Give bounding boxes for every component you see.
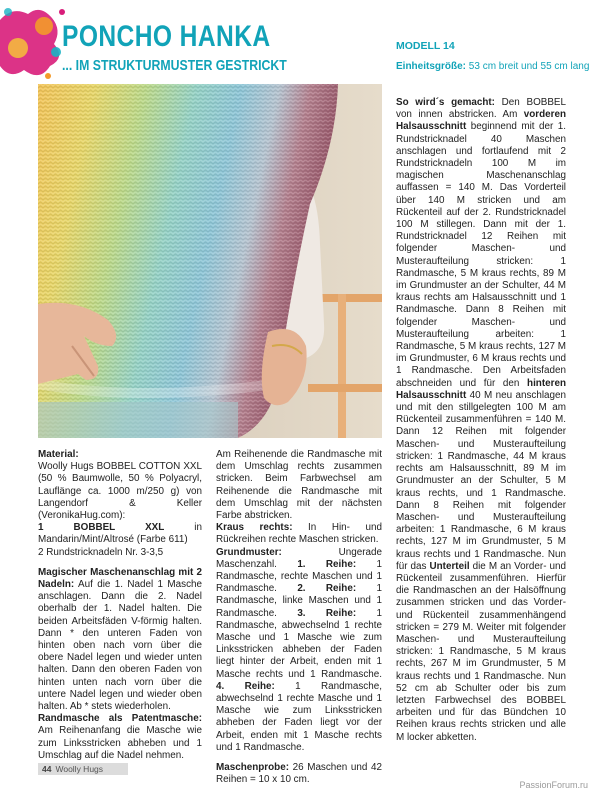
model-label: MODELL 14 — [396, 40, 455, 52]
basic-pattern-label: Grundmuster: — [216, 546, 282, 558]
instructions-text-4: die M an Vorder- und Rückenteil zusammenführen. Hierfür die Randmaschen an der Halsöffnung zusammen stricken und das Vorder- und Rückenteil zusammenhängend stricken = 279 M. Weiter mit folgender Maschen- und Musteraufteilung stricken: 1 Randmasche, 5 M kraus rechts, 267 M im Grundmuster, 5 M kraus rechts und 1 Randmasche. Nun 52 cm ab Schulter oder bis zum letzten Farbwechsel des BOBBEL arbeiten und für das Bündchen 10 Reihen kraus rechts stricken und alle M locker abketten. — [396, 560, 566, 743]
row3-label: 3. Reihe: — [297, 607, 357, 619]
instructions-label: So wird´s gemacht: — [396, 97, 495, 108]
garter-paragraph — [216, 522, 382, 546]
magic-cast-on-text: Auf die 1. Nadel 1 Masche anschlagen. Dann die 2. Nadel oberhalb der 1. Nadel halten. Die beiden Arbeitsfäden V-förmig halten. Dann * den unteren Faden von hinten oben nach vorn über die obere Nadel legen und wieder unten halten. Dann den oberen Faden von hinten unten nach vorn über die untere Nadel legen und wieder oben halten. Ab * stets wiederholen. — [38, 579, 202, 713]
size-label: Einheitsgröße: — [396, 61, 467, 72]
size-value: 53 cm breit und 55 cm lang — [468, 61, 590, 72]
garter-text: In Hin- und Rückreihen rechte Maschen stricken. — [216, 522, 382, 546]
gauge-label: Maschenprobe: — [216, 762, 289, 774]
bobbel-label: 1 BOBBEL XXL — [38, 522, 165, 534]
magazine-name: Woolly Hugs — [55, 764, 104, 774]
bobbel-text: in Mandarin/Mint/Altrosé (Farbe 611) — [38, 522, 202, 546]
garter-label: Kraus rechts: — [216, 522, 293, 534]
page-number: 44 — [42, 764, 52, 774]
row3-text: 1 Randmasche, abwechselnd 1 rechte Masche und 1 Masche wie zum Linksstricken abheben der Faden liegt hinter der Arbeit, enden mit 1 Masche rechts und 1 Randmasche. — [216, 607, 382, 680]
gauge-paragraph — [216, 762, 382, 786]
row1-text: 1 Randmasche, rechte Maschen und 1 Randmasche. — [216, 558, 382, 595]
column-materials — [38, 449, 202, 762]
size-line — [396, 60, 590, 73]
paint-splash-icon — [0, 0, 70, 84]
instructions-text-1: Den BOBBEL von innen abstricken. Am — [396, 97, 566, 121]
column-patterns — [216, 449, 382, 786]
material-paragraph — [38, 449, 202, 559]
magic-cast-on-label: Magischer Maschenanschlag mit 2 Nadeln: — [38, 566, 202, 591]
edge-stitch-label: Randmasche als Patentmasche: — [38, 713, 202, 725]
basic-pattern-paragraph — [216, 547, 382, 754]
back-neckline-label: hinteren Halsausschnitt — [396, 377, 566, 401]
knitted-poncho-image — [38, 84, 382, 438]
column-instructions — [396, 97, 566, 744]
title-area — [0, 0, 390, 84]
watermark: PassionForum.ru — [519, 780, 588, 790]
material-label: Material: — [38, 449, 79, 460]
magic-cast-on-paragraph — [38, 567, 202, 713]
page-subtitle: ... IM STRUKTURMUSTER GESTRICKT — [62, 57, 287, 74]
edge-stitch-cont: Am Reihenende die Randmasche mit dem Umschlag rechts zusammen stricken. Beim Farbwechsel am Reihenende die Randmasche mit dem Umschlag mit der nächsten Farbe abstricken. — [216, 449, 382, 522]
row4-text: 1 Randmasche, abwechselnd 1 rechte Masche und 1 Masche wie zum Linksstricken abheben der Faden liegt vor der Arbeit, enden mit 1 Masche rechts und 1 Randmasche. — [216, 680, 382, 753]
poncho-photo — [38, 84, 382, 438]
page-title: PONCHO HANKA — [62, 20, 271, 53]
lower-part-label: Unterteil — [429, 560, 470, 572]
row4-label: 4. Reihe: — [216, 680, 275, 692]
front-neckline-label: vorderen Halsausschnitt — [396, 109, 566, 133]
row2-text: 1 Randmasche, linke Maschen und 1 Randmasche. — [216, 583, 382, 619]
instructions-text-2: beginnend mit der 1. Rundstricknadel 40 Maschen anschlagen und fortlaufend mit 2 Rundstricknadeln 100 M im magischen Maschenanschlag auffassen = 140 M. Das Vorderteil über 140 M stricken und am Rückenteil auf der 2. Rundstricknadel 100 M stillegen. Dann mit der 1. Rundstricknadel 12 Reihen mit folgender Maschen- und Musteraufteilung stricken: 1 Randmasche, 5 M kraus rechts, 89 M im Grundmuster an der Schulter, 44 M kraus rechts am Halsausschnitt und 1 Randmasche. Dann 8 Reihen mit folgender Maschen- und Musteraufteilung arbeiten: 1 Randmasche, 5 M kraus rechts, 127 M im Grundmuster, 6 M kraus rechts und 1 Randmasche. Den Arbeitsfaden abschneiden und für den — [396, 121, 566, 389]
instructions-text-3: 40 M neu anschlagen und mit den stillgelegten 100 M am Rückenteil zusammenführen = 140 M. Dann 12 Reihen mit folgender Maschen- und Musteraufteilung stricken: 1 Randmasche, 44 M kraus rechts am Halsausschnitt, 89 M im Grundmuster an der Schulter, 5 M kraus rechts, und 1 Randmasche. Dann 8 Reihen mit folgender Maschen- und Musteraufteilung arbeiten: 1 Randmasche, 6 M kraus rechts, 127 M im Grundmuster, 5 M kraus rechts und 1 Randmasche. Nun für das — [396, 389, 566, 572]
instructions-paragraph — [396, 97, 566, 744]
needles-text: 2 Rundstricknadeln Nr. 3-3,5 — [38, 546, 164, 558]
row2-label: 2. Reihe: — [297, 583, 357, 595]
row1-label: 1. Reihe: — [297, 558, 357, 570]
gauge-text: 26 Maschen und 42 Reihen = 10 x 10 cm. — [216, 762, 382, 786]
edge-stitch-text: Am Reihenanfang die Masche wie zum Linksstricken abheben und 1 Umschlag auf die Nadel nehmen. — [38, 725, 202, 761]
edge-stitch-paragraph — [38, 713, 202, 762]
page-footer — [38, 763, 128, 775]
basic-pattern-text: Ungerade Maschenzahl. — [216, 546, 382, 570]
material-text: Woolly Hugs BOBBEL COTTON XXL (50 % Baumwolle, 50 % Polyacryl, Lauflänge ca. 1000 m/250 g) von Langendorf & Keller (VeronikaHug.com): — [38, 461, 202, 522]
model-box — [396, 40, 590, 73]
